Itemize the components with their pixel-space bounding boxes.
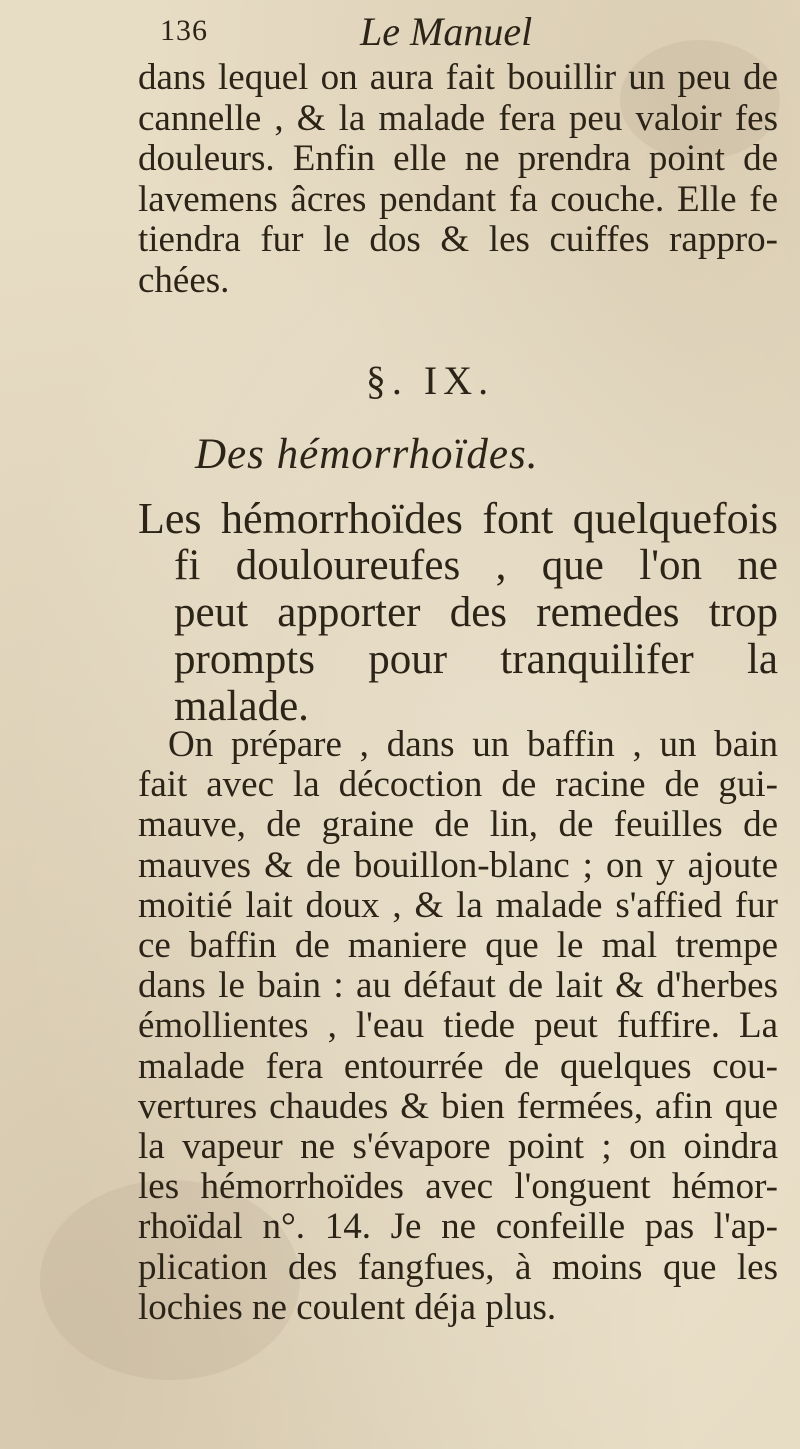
page-number: 136 bbox=[160, 14, 208, 47]
text-line: les hémorrhoïdes avec l'onguent hémor- bbox=[138, 1166, 778, 1208]
text-line: ce baffin de maniere que le mal trempe bbox=[138, 925, 778, 967]
text-line: moitié lait doux , & la malade s'affied fur bbox=[138, 884, 778, 926]
page-header bbox=[160, 8, 680, 56]
intro-paragraph bbox=[138, 495, 778, 730]
text-line: cannelle , & la malade fera peu valoir fes bbox=[138, 97, 778, 139]
text-line: malade. bbox=[174, 683, 309, 730]
text-line: peut apporter des remedes trop bbox=[174, 589, 778, 636]
section-title: Des hémorrhoïdes. bbox=[195, 431, 539, 478]
body-paragraph bbox=[138, 725, 778, 1328]
text-line: émollientes , l'eau tiede peut fuffire. La bbox=[138, 1005, 778, 1047]
text-line: fi douloureufes , que l'on ne bbox=[174, 542, 778, 589]
text-line: dans le bain : au défaut de lait & d'herbes bbox=[138, 965, 778, 1007]
running-head: Le Manuel bbox=[360, 9, 533, 54]
text-line: mauve, de graine de lin, de feuilles de bbox=[138, 804, 778, 846]
text-line: tiendra fur le dos & les cuiffes rappro- bbox=[138, 219, 778, 260]
text-line: On prépare , dans un baffin , un bain bbox=[168, 724, 778, 765]
text-line: Les hémorrhoïdes font quelquefois bbox=[138, 494, 778, 543]
text-line: malade fera entourrée de quelques cou- bbox=[138, 1045, 778, 1087]
text-line: fait avec la décoction de racine de gui- bbox=[138, 764, 778, 806]
text-line: chées. bbox=[138, 259, 230, 301]
text-line: lochies ne coulent déja plus. bbox=[138, 1286, 557, 1328]
section-number: §. IX. bbox=[365, 358, 495, 403]
text-line: mauves & de bouillon-blanc ; on y ajoute bbox=[138, 844, 778, 886]
text-line: dans lequel on aura fait bouillir un peu de bbox=[138, 57, 778, 98]
text-line: prompts pour tranquilifer la bbox=[174, 636, 778, 683]
text-line: douleurs. Enfin elle ne prendra point de bbox=[138, 138, 778, 179]
text-line: lavemens âcres pendant fa couche. Elle fe bbox=[138, 178, 778, 220]
text-line: la vapeur ne s'évapore point ; on oindra bbox=[138, 1126, 778, 1168]
text-line: rhoïdal n°. 14. Je ne confeille pas l'ap- bbox=[138, 1206, 778, 1248]
continuation-paragraph bbox=[138, 58, 778, 301]
text-line: plication des fangfues, à moins que les bbox=[138, 1246, 778, 1288]
text-line: vertures chaudes & bien fermées, afin que bbox=[138, 1085, 778, 1127]
